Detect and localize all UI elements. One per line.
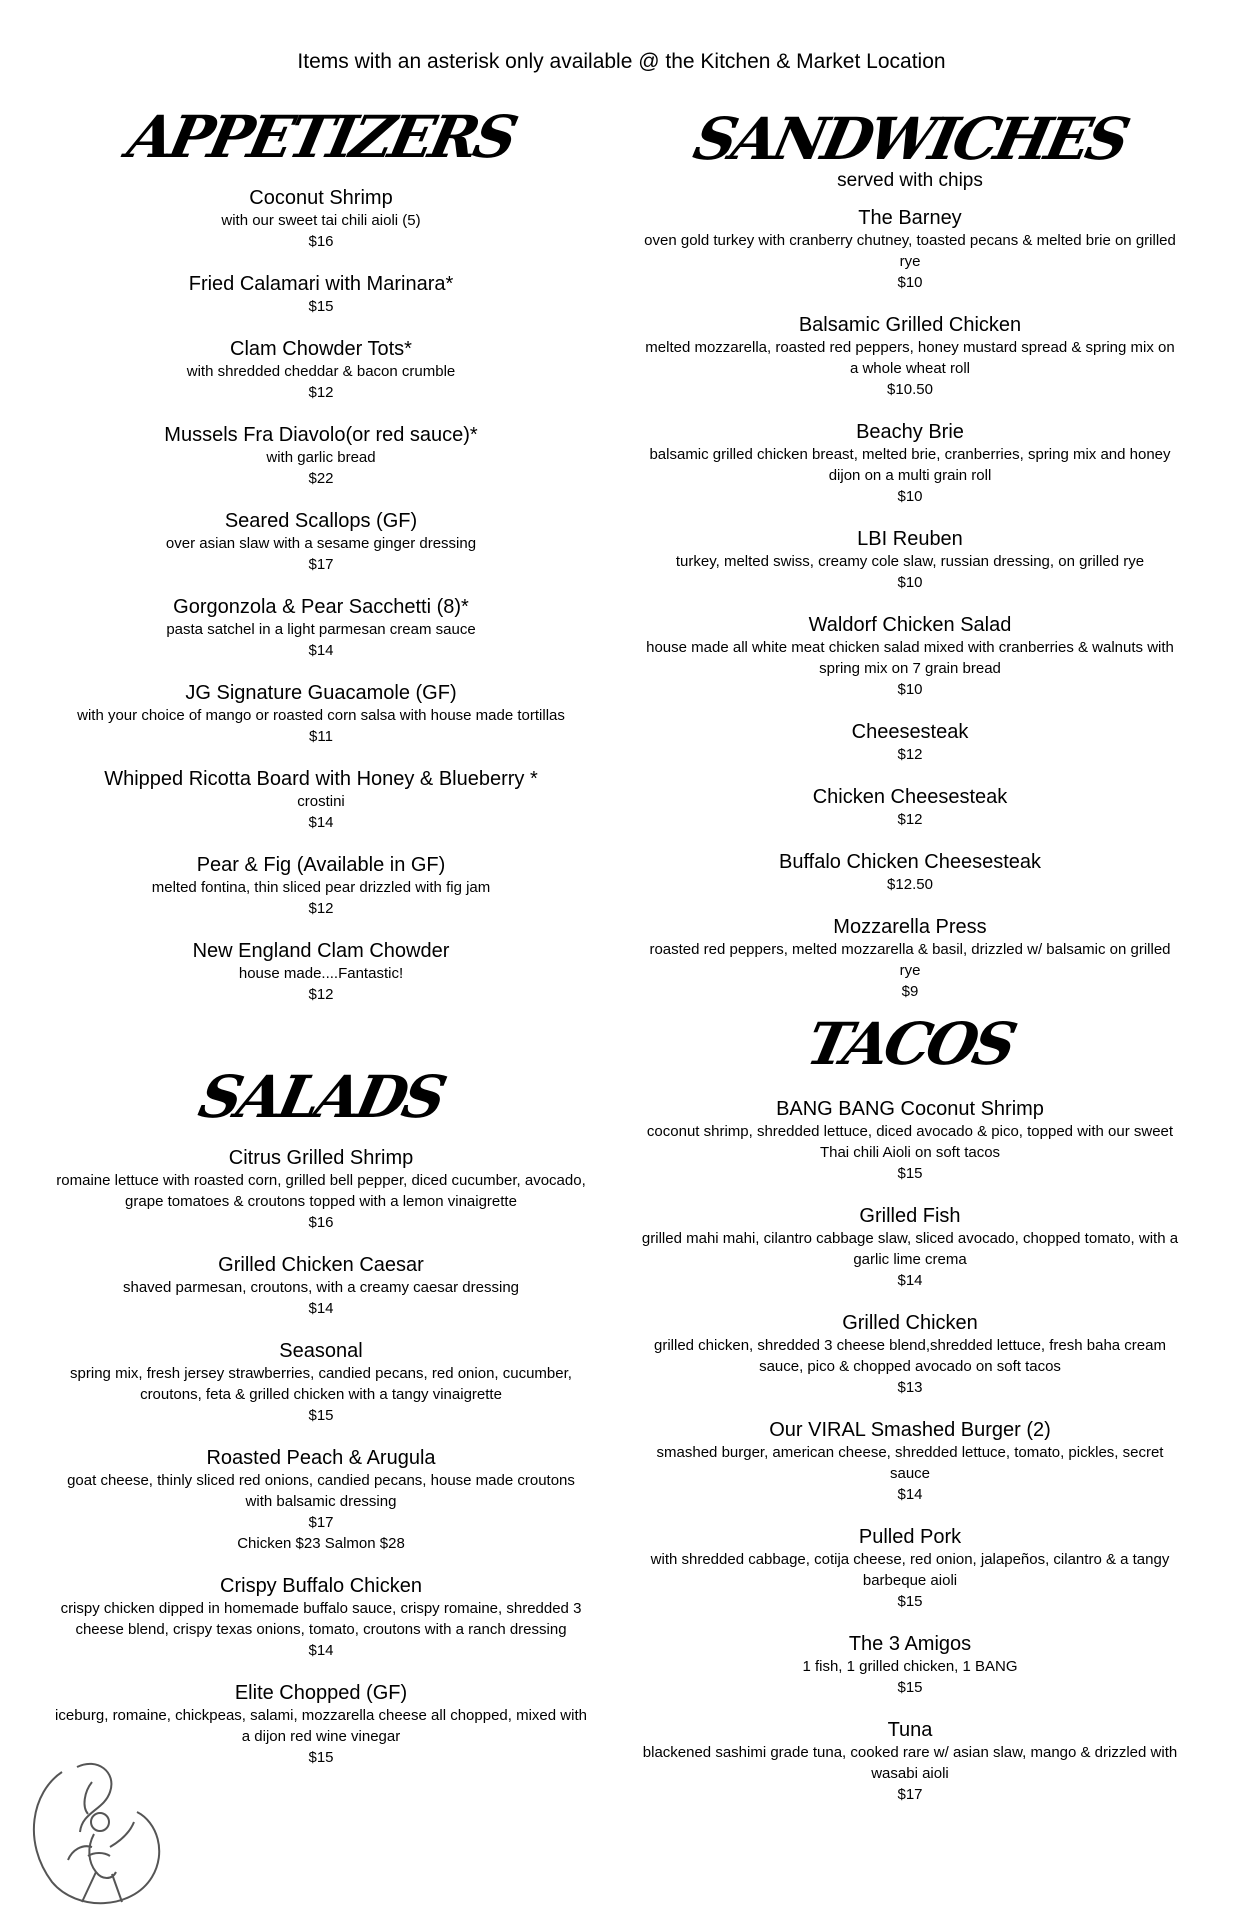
menu-item <box>640 1632 1180 1698</box>
menu-item <box>640 1718 1180 1805</box>
menu-item-description: with garlic bread <box>266 449 376 466</box>
menu-item <box>640 527 1180 593</box>
menu-item <box>65 423 577 489</box>
menu-item-price: $11 <box>309 728 333 745</box>
tacos-heading: TACOS <box>800 1010 1020 1078</box>
appetizers-list <box>65 186 577 1005</box>
menu-item-name: The 3 Amigos <box>848 1633 972 1655</box>
menu-item <box>55 1339 587 1426</box>
menu-item-price: $10 <box>897 681 923 698</box>
sandwiches-section <box>640 105 1180 1002</box>
menu-item <box>65 853 577 919</box>
menu-item-description: spring mix, fresh jersey strawberries, candied pecans, red onion, cucumber, croutons, feta & grilled chicken with a tangy vinaigrette <box>70 1365 572 1403</box>
menu-item-description: crispy chicken dipped in homemade buffalo sauce, crispy romaine, shredded 3 cheese blend, crispy texas onions, tomato, croutons with a ranch dressing <box>60 1600 582 1638</box>
menu-item-name: Grilled Chicken <box>842 1312 978 1334</box>
menu-item-description: blackened sashimi grade tuna, cooked rare w/ asian slaw, mango & drizzled with wasabi aioli <box>642 1744 1178 1782</box>
availability-note: Items with an asterisk only available @ the Kitchen & Market Location <box>297 50 946 73</box>
menu-item-description: oven gold turkey with cranberry chutney, toasted pecans & melted brie on grilled rye <box>644 232 1176 270</box>
menu-item-name: Pear & Fig (Available in GF) <box>196 854 446 876</box>
menu-item-extra: Chicken $23 Salmon $28 <box>237 1535 405 1552</box>
menu-item-name: Tuna <box>887 1719 933 1741</box>
menu-item <box>640 1525 1180 1612</box>
menu-item-description: house made....Fantastic! <box>238 965 404 982</box>
menu-item <box>55 1446 587 1554</box>
menu-item-name: Whipped Ricotta Board with Honey & Blueberry * <box>104 768 538 790</box>
menu-item <box>65 509 577 575</box>
menu-item <box>640 420 1180 507</box>
menu-item-price: $12 <box>308 900 334 917</box>
menu-item-description: house made all white meat chicken salad mixed with cranberries & walnuts with spring mix on 7 grain bread <box>646 639 1174 677</box>
menu-item <box>640 850 1180 895</box>
menu-item-price: $12 <box>308 986 334 1003</box>
menu-item-price: $12 <box>897 746 923 763</box>
menu-item-name: Chicken Cheesesteak <box>812 786 1008 808</box>
menu-item-description: iceburg, romaine, chickpeas, salami, mozzarella cheese all chopped, mixed with a dijon red wine vinegar <box>55 1707 587 1745</box>
menu-item <box>640 1311 1180 1398</box>
sandwiches-list <box>640 206 1180 1002</box>
menu-item-name: Gorgonzola & Pear Sacchetti (8)* <box>173 596 469 618</box>
menu-item <box>55 1146 587 1233</box>
menu-item-name: Crispy Buffalo Chicken <box>220 1575 422 1597</box>
menu-item-price: $10 <box>897 488 923 505</box>
menu-item-name: Buffalo Chicken Cheesesteak <box>778 851 1041 873</box>
menu-item-name: Grilled Fish <box>859 1205 961 1227</box>
menu-item-price: $10.50 <box>887 381 933 398</box>
menu-item-price: $9 <box>901 983 919 1000</box>
menu-item <box>640 1418 1180 1505</box>
menu-item-name: Seasonal <box>279 1340 363 1362</box>
salads-list <box>55 1146 587 1768</box>
menu-item-description: turkey, melted swiss, creamy cole slaw, russian dressing, on grilled rye <box>675 553 1145 570</box>
menu-item <box>65 337 577 403</box>
menu-item-price: $13 <box>897 1379 923 1396</box>
menu-item-description: over asian slaw with a sesame ginger dressing <box>165 535 477 552</box>
menu-item-description: grilled mahi mahi, cilantro cabbage slaw, sliced avocado, chopped tomato, with a garlic lime crema <box>641 1230 1179 1268</box>
menu-item-name: JG Signature Guacamole (GF) <box>185 682 457 704</box>
appetizers-section <box>65 103 577 1005</box>
menu-item-description: 1 fish, 1 grilled chicken, 1 BANG <box>802 1658 1018 1675</box>
menu-item-name: Cheesesteak <box>851 721 969 743</box>
tacos-list <box>640 1097 1180 1805</box>
menu-item-name: LBI Reuben <box>857 528 963 550</box>
menu-item-price: $14 <box>308 1642 334 1659</box>
sandwiches-heading: SANDWICHES <box>688 105 1132 173</box>
menu-item <box>640 1097 1180 1184</box>
menu-item-description: with your choice of mango or roasted corn salsa with house made tortillas <box>77 707 565 724</box>
menu-item-price: $15 <box>308 298 334 315</box>
menu-item-price: $10 <box>897 574 923 591</box>
menu-item-name: Mozzarella Press <box>833 916 987 938</box>
menu-item <box>65 681 577 747</box>
menu-item-name: Balsamic Grilled Chicken <box>798 314 1022 336</box>
menu-item-description: grilled chicken, shredded 3 cheese blend,shredded lettuce, fresh baha cream sauce, pico & chopped avocado on soft tacos <box>654 1337 1166 1375</box>
menu-item-price: $16 <box>308 233 334 250</box>
menu-item <box>55 1253 587 1319</box>
menu-item-name: BANG BANG Coconut Shrimp <box>776 1098 1044 1120</box>
menu-item-name: Mussels Fra Diavolo(or red sauce)* <box>164 424 478 446</box>
sandwiches-subtitle: served with chips <box>837 170 983 191</box>
menu-item-name: Fried Calamari with Marinara* <box>188 273 454 295</box>
menu-item <box>640 206 1180 293</box>
menu-item-price: $17 <box>897 1786 923 1803</box>
menu-item-description: pasta satchel in a light parmesan cream sauce <box>166 621 476 638</box>
menu-item-price: $15 <box>308 1407 334 1424</box>
menu-item-price: $12.50 <box>887 876 933 893</box>
menu-item-name: New England Clam Chowder <box>192 940 450 962</box>
menu-item-description: with our sweet tai chili aioli (5) <box>221 212 421 229</box>
menu-item-description: balsamic grilled chicken breast, melted brie, cranberries, spring mix and honey dijon on a multi grain roll <box>649 446 1171 484</box>
menu-item-name: Seared Scallops (GF) <box>224 510 418 532</box>
menu-item-price: $12 <box>897 811 923 828</box>
menu-item-description: with shredded cheddar & bacon crumble <box>186 363 456 380</box>
menu-item-name: Clam Chowder Tots* <box>230 338 412 360</box>
menu-item-name: Coconut Shrimp <box>249 187 393 209</box>
menu-item <box>640 915 1180 1002</box>
menu-item-price: $14 <box>897 1486 923 1503</box>
menu-item <box>65 595 577 661</box>
menu-item-description: romaine lettuce with roasted corn, grilled bell pepper, diced cucumber, avocado, grape tomatoes & croutons topped with a lemon vinaigrette <box>56 1172 586 1210</box>
appetizers-heading: APPETIZERS <box>122 103 520 171</box>
menu-item-price: $14 <box>308 642 334 659</box>
menu-item-price: $14 <box>308 1300 334 1317</box>
menu-item-price: $22 <box>308 470 334 487</box>
menu-item-price: $10 <box>897 274 923 291</box>
salads-section <box>55 1063 587 1768</box>
menu-item-name: Citrus Grilled Shrimp <box>228 1147 414 1169</box>
menu-item-description: melted mozzarella, roasted red peppers, honey mustard spread & spring mix on a whole wheat roll <box>645 339 1175 377</box>
salads-heading: SALADS <box>193 1063 449 1131</box>
menu-item-price: $17 <box>308 1514 334 1531</box>
menu-item <box>640 313 1180 400</box>
menu-item <box>640 1204 1180 1291</box>
menu-item <box>65 186 577 252</box>
menu-item-price: $14 <box>897 1272 923 1289</box>
menu-item-name: The Barney <box>858 207 962 229</box>
menu-item-name: Grilled Chicken Caesar <box>218 1254 424 1276</box>
menu-item-name: Beachy Brie <box>856 421 964 443</box>
menu-item-name: Roasted Peach & Arugula <box>206 1447 436 1469</box>
menu-item <box>65 939 577 1005</box>
menu-item-price: $15 <box>897 1679 923 1696</box>
menu-item-description: smashed burger, american cheese, shredded lettuce, tomato, pickles, secret sauce <box>656 1444 1164 1482</box>
menu-item <box>65 272 577 317</box>
menu-item <box>640 613 1180 700</box>
menu-item-name: Pulled Pork <box>858 1526 962 1548</box>
menu-item-description: goat cheese, thinly sliced red onions, candied pecans, house made croutons with balsamic dressing <box>67 1472 575 1510</box>
tacos-section <box>640 1010 1180 1805</box>
menu-item <box>65 767 577 833</box>
menu-item-description: with shredded cabbage, cotija cheese, red onion, jalapeños, cilantro & a tangy barbeque aioli <box>650 1551 1170 1589</box>
menu-item-price: $12 <box>308 384 334 401</box>
menu-item-description: crostini <box>297 793 345 810</box>
menu-item-description: melted fontina, thin sliced pear drizzled with fig jam <box>151 879 491 896</box>
menu-item <box>55 1574 587 1661</box>
menu-item-name: Elite Chopped (GF) <box>234 1682 408 1704</box>
menu-item-price: $15 <box>897 1165 923 1182</box>
menu-item-description: roasted red peppers, melted mozzarella & basil, drizzled w/ balsamic on grilled rye <box>649 941 1171 979</box>
menu-item-price: $15 <box>308 1749 334 1766</box>
mermaid-logo-icon <box>22 1752 172 1912</box>
menu-item-name: Our VIRAL Smashed Burger (2) <box>769 1419 1051 1441</box>
menu-item-price: $14 <box>308 814 334 831</box>
menu-item <box>640 720 1180 765</box>
menu-item-price: $15 <box>897 1593 923 1610</box>
menu-item <box>640 785 1180 830</box>
menu-item-price: $17 <box>308 556 334 573</box>
menu-item-description: shaved parmesan, croutons, with a creamy caesar dressing <box>122 1279 520 1296</box>
menu-item-description: coconut shrimp, shredded lettuce, diced avocado & pico, topped with our sweet Thai chili Aioli on soft tacos <box>646 1123 1174 1161</box>
menu-item-name: Waldorf Chicken Salad <box>808 614 1012 636</box>
menu-item-price: $16 <box>308 1214 334 1231</box>
